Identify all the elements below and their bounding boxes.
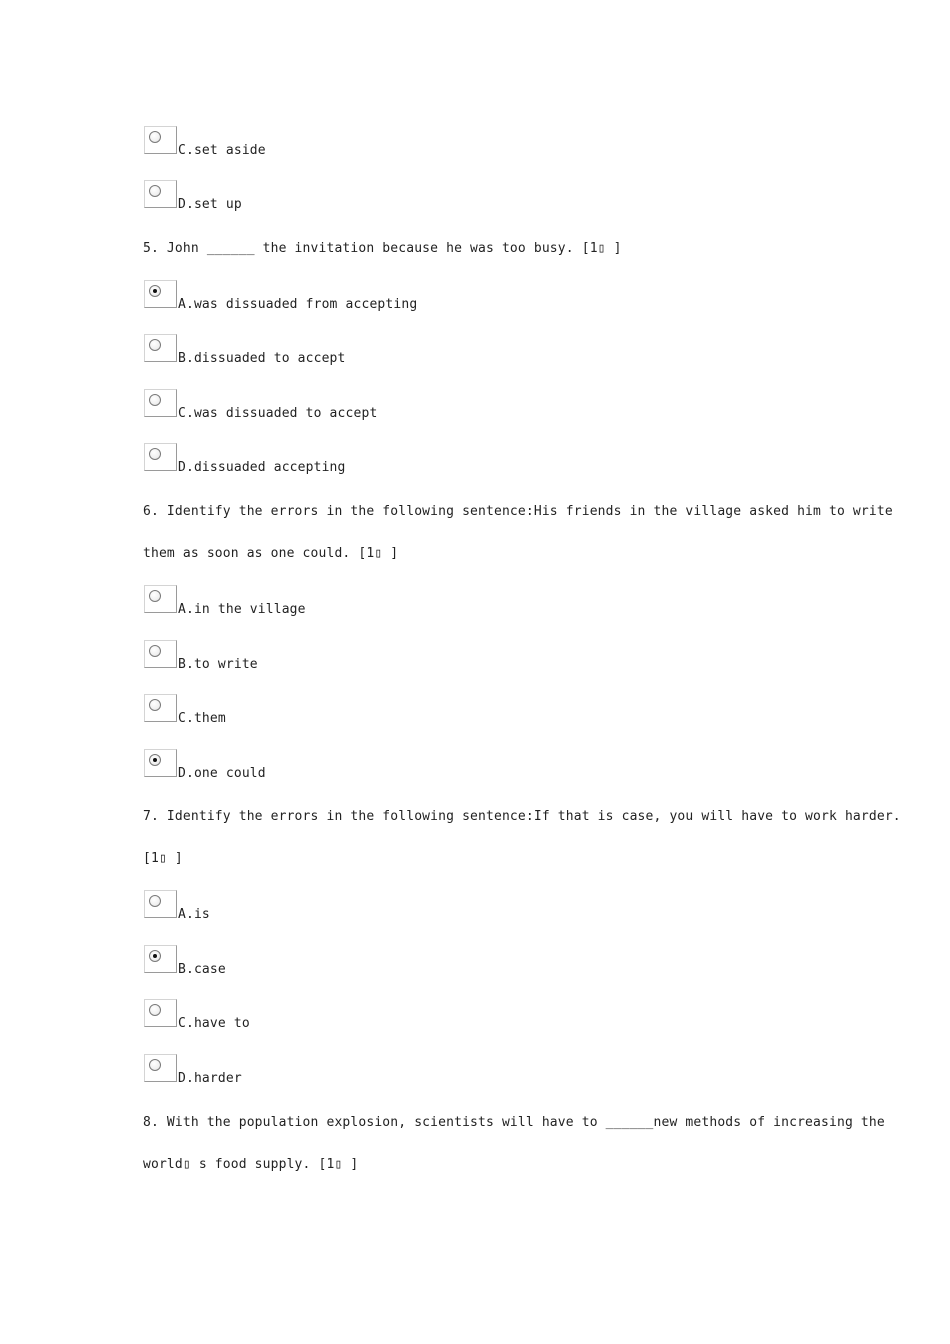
option-label: A.was dissuaded from accepting [178, 297, 418, 312]
radio-button-selected[interactable] [144, 945, 177, 973]
option-7d[interactable] [144, 1054, 644, 1086]
option-4d[interactable] [144, 180, 644, 212]
radio-button[interactable] [144, 585, 177, 613]
radio-circle-icon [149, 339, 161, 351]
radio-circle-icon [149, 285, 161, 297]
option-label: A.in the village [178, 602, 306, 617]
radio-button[interactable] [144, 389, 177, 417]
question-6-text-line-1: 6. Identify the errors in the following sentence:His friends in the village asked him to write [143, 504, 893, 519]
option-5a[interactable] [144, 280, 644, 312]
radio-circle-icon [149, 185, 161, 197]
radio-circle-icon [149, 950, 161, 962]
option-6b[interactable] [144, 640, 644, 672]
question-5-text: 5. John ______ the invitation because he was too busy. [1▯ ] [143, 241, 622, 256]
question-7-text-line-2: [1▯ ] [143, 851, 183, 866]
option-label: B.to write [178, 657, 258, 672]
radio-circle-icon [149, 699, 161, 711]
radio-circle-icon [149, 1004, 161, 1016]
question-6-text-line-2: them as soon as one could. [1▯ ] [143, 546, 399, 561]
radio-circle-icon [149, 1059, 161, 1071]
radio-button-selected[interactable] [144, 280, 177, 308]
radio-selected-dot-icon [153, 954, 157, 958]
option-7c[interactable] [144, 999, 644, 1031]
radio-circle-icon [149, 895, 161, 907]
option-5b[interactable] [144, 334, 644, 366]
radio-circle-icon [149, 645, 161, 657]
radio-circle-icon [149, 448, 161, 460]
option-5d[interactable] [144, 443, 644, 475]
option-label: C.have to [178, 1016, 250, 1031]
radio-button-selected[interactable] [144, 749, 177, 777]
radio-button[interactable] [144, 640, 177, 668]
radio-selected-dot-icon [153, 289, 157, 293]
radio-circle-icon [149, 590, 161, 602]
option-label: D.one could [178, 766, 266, 781]
option-7b[interactable] [144, 945, 644, 977]
radio-button[interactable] [144, 890, 177, 918]
option-label: A.is [178, 907, 210, 922]
option-6a[interactable] [144, 585, 644, 617]
option-4c[interactable] [144, 126, 644, 158]
option-6d[interactable] [144, 749, 644, 781]
radio-button[interactable] [144, 443, 177, 471]
option-label: B.case [178, 962, 226, 977]
radio-button[interactable] [144, 180, 177, 208]
option-label: B.dissuaded to accept [178, 351, 346, 366]
option-label: C.set aside [178, 143, 266, 158]
radio-button[interactable] [144, 334, 177, 362]
question-7-text-line-1: 7. Identify the errors in the following sentence:If that is case, you will have to work harder. [143, 809, 901, 824]
radio-button[interactable] [144, 126, 177, 154]
option-label: D.set up [178, 197, 242, 212]
option-label: D.harder [178, 1071, 242, 1086]
option-label: D.dissuaded accepting [178, 460, 346, 475]
option-5c[interactable] [144, 389, 644, 421]
question-8-text-line-1: 8. With the population explosion, scientists will have to ______new methods of increasing the [143, 1115, 885, 1130]
radio-button[interactable] [144, 999, 177, 1027]
radio-circle-icon [149, 754, 161, 766]
radio-circle-icon [149, 131, 161, 143]
option-label: C.them [178, 711, 226, 726]
radio-selected-dot-icon [153, 758, 157, 762]
question-8-text-line-2: world▯ s food supply. [1▯ ] [143, 1157, 359, 1172]
radio-button[interactable] [144, 694, 177, 722]
radio-circle-icon [149, 394, 161, 406]
radio-button[interactable] [144, 1054, 177, 1082]
option-label: C.was dissuaded to accept [178, 406, 378, 421]
option-6c[interactable] [144, 694, 644, 726]
option-7a[interactable] [144, 890, 644, 922]
